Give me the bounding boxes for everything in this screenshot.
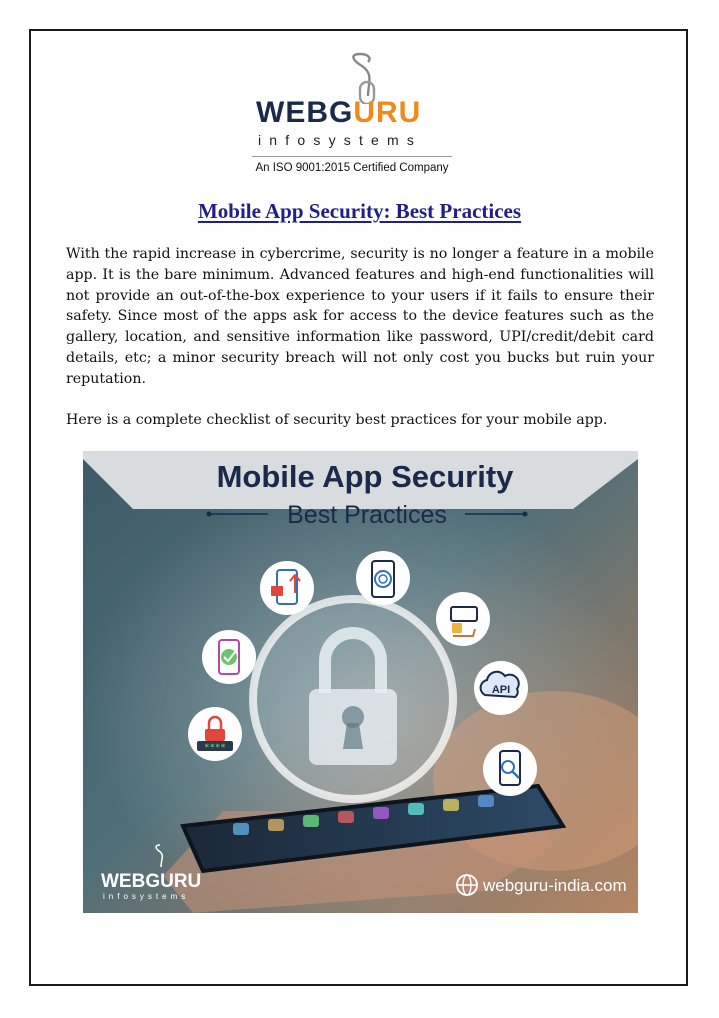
company-logo: [252, 52, 457, 182]
logo-subtitle: infosystems: [258, 132, 423, 148]
password-lock-icon: [188, 707, 242, 761]
page-title: Mobile App Security: Best Practices: [197, 199, 522, 223]
hand-lock-card-icon: [436, 592, 490, 646]
hero-subheading: Best Practices: [287, 501, 447, 529]
password-mask: ****: [204, 743, 226, 753]
phone-checkmark-icon: [202, 630, 256, 684]
certification-text: An ISO 9001:2015 Certified Company: [255, 162, 449, 174]
hero-heading: Mobile App Security: [216, 459, 514, 494]
checklist-intro: Here is a complete checklist of security best practices for your mobile app.: [66, 412, 608, 428]
api-cloud-icon: [474, 661, 528, 715]
logo-divider: [252, 156, 452, 157]
phone-search-icon: [483, 742, 537, 796]
intro-paragraph: With the rapid increase in cybercrime, security is no longer a feature in a mobile app. It is the bare minimum. Advanced features and high-end functionalities will not provide an out-of-the-box experience to your users if it fails to ensure their safety. Since most of the apps ask for access to the device features such as the gallery, location, and sensitive information like password, UPI/credit/debit card details, etc; a minor security breach will not only cost you bucks but ruin your reputation.: [66, 246, 654, 387]
api-label: API: [491, 684, 511, 696]
phone-lock-icon: [260, 561, 314, 615]
hero-image: [83, 451, 638, 913]
hero-website: webguru-india.com: [483, 876, 627, 895]
logo-wordmark: WEBGURU: [256, 96, 422, 129]
fingerprint-phone-icon: [356, 551, 410, 605]
hero-brand-subtitle: infosystems: [103, 892, 190, 901]
hero-brand-wordmark: WEBGURU: [101, 871, 202, 892]
